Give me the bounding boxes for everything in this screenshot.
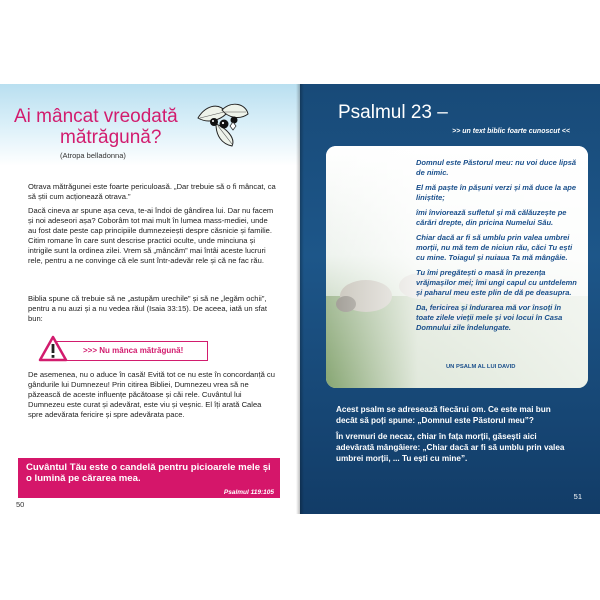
paragraph-4: De asemenea, nu o aduce în casă! Evită tot ce nu este în concordanță cu gândurile lui Dumnezeu! Prin citirea Bibliei, Dumnezeu vrea să ne păzească de aceste influențe păcătoase și căi rele. Cuvântul lui Dumnezeu este curat și adevărat, este viu și veșnic. El îți arată Calea spre adevărata fericire și spre adevărata pace. [28, 370, 275, 419]
right-body-text [336, 404, 572, 469]
verse-text: Cuvântul Tău este o candelă pentru picioarele mele și o lumină pe cărarea mea. [26, 462, 271, 484]
warning-callout [38, 335, 208, 363]
psalm-card [326, 146, 588, 388]
paragraph-3: Biblia spune că trebuie să ne „astupăm urechile” și să ne „legăm ochii”, pentru a nu auzi și a nu vedea răul (Isaia 33:15). De aceea, iată un sfat bun: [28, 294, 267, 323]
body-paragraph-2: În vremuri de necaz, chiar în fața morții, găsești aici adevărată mângâiere: „Chiar dacă ar fi să umblu prin valea umbrei morții, ... Tu ești cu mine”. [336, 432, 565, 463]
psalm-verse-4: Chiar dacă ar fi să umblu prin valea umbrei morții, nu mă tem de niciun rău, căci Tu ești cu mine. Toiagul și nuiaua Ta mă mângâie. [416, 233, 573, 262]
warning-text: >>> Nu mânca mătrăgună! [83, 346, 184, 355]
body-paragraph-1: Acest psalm se adresează fiecărui om. Ce este mai bun decât să poți spune: „Domnul este Păstorul meu”? [336, 405, 551, 425]
page-title [14, 106, 214, 148]
warning-box [56, 341, 208, 361]
psalm-verse-6: Da, fericirea și îndurarea mă vor însoți în toate zilele vieții mele și voi locui în Casa Domnului zile îndelungate. [416, 303, 563, 332]
verse-reference: Psalmul 119:105 [223, 489, 274, 496]
latin-name: (Atropa belladonna) [60, 151, 126, 160]
title-line-2: mătrăgună? [60, 127, 162, 148]
psalm-subtitle: >> un text biblic foarte cunoscut << [452, 128, 570, 135]
page-number-right: 51 [573, 492, 582, 501]
psalm-verse-2: El mă paște în pășuni verzi și mă duce la ape liniștite; [416, 183, 577, 202]
psalm-text [416, 158, 581, 338]
psalm-verse-1: Domnul este Păstorul meu: nu voi duce lipsă de nimic. [416, 158, 577, 177]
title-line-1: Ai mâncat vreodată [14, 106, 178, 127]
psalm-verse-3: îmi înviorează sufletul și mă călăuzește pe cărări drepte, din pricina Numelui Său. [416, 208, 567, 227]
right-page [300, 84, 600, 514]
psalm-attribution: UN PSALM AL LUI DAVID [446, 364, 516, 370]
paragraph-2: Dacă cineva ar spune așa ceva, te-ai îndoi de gândirea lui. Dar nu facem și noi adeseori așa? Coborâm tot mai mult în lumea mass-mediei, unde au fost date peste cap principiile dumnezeiești despre căsnicie și familie. Citim romane în care sunt descrise practici oculte, unde minciuna și intrigile sunt la ordinea zilei. Vrem să „mâncăm” mai întâi aceste lucruri rele, pentru a ne convinge că ele sunt într-adevăr rele și că ne fac rău. [28, 206, 274, 265]
psalm-title: Psalmul 23 – [338, 102, 448, 123]
paragraph-1: Otrava mătrăgunei este foarte periculoasă. „Dar trebuie să o fi mâncat, ca să știi cum acționează otrava.” [28, 182, 276, 201]
book-spread [0, 84, 600, 514]
warning-icon [38, 335, 68, 363]
page-number-left: 50 [16, 500, 25, 509]
psalm-verse-5: Tu îmi pregătești o masă în prezența vrăjmașilor mei; îmi ungi capul cu untdelemn și paharul meu este plin de dă pe deasupra. [416, 268, 577, 297]
belladonna-illustration [192, 98, 250, 148]
verse-banner [18, 458, 280, 498]
left-page [0, 84, 300, 514]
book-gutter [296, 84, 304, 514]
